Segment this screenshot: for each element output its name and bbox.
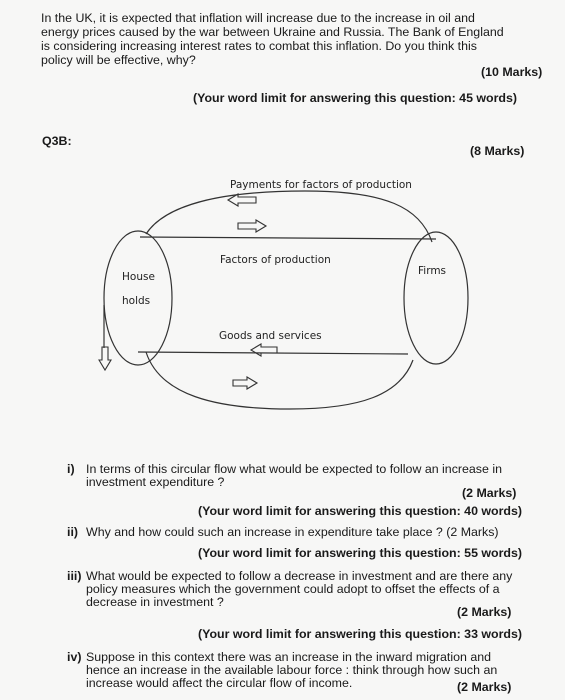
question-i-word-limit: (Your word limit for answering this question: 40 words) xyxy=(198,504,523,518)
question-iv-marks: (2 Marks) xyxy=(457,680,512,694)
upper-flow-line xyxy=(140,237,436,239)
question-ii-word-limit: (Your word limit for answering this question: 55 words) xyxy=(198,546,523,560)
question-iii-marks: (2 Marks) xyxy=(457,605,512,619)
question-i-number: i) xyxy=(67,462,75,476)
q3b-marks: (8 Marks) xyxy=(470,144,525,158)
lower-flow-loop xyxy=(146,352,413,409)
households-label-1: House xyxy=(122,271,155,283)
question-iii-number: iii) xyxy=(67,569,82,583)
question-iii-line-2: policy measures which the government could adopt to offset the effects of a xyxy=(86,582,500,596)
arrow-down-icon xyxy=(99,347,111,370)
intro-word-limit: (Your word limit for answering this question: 45 words) xyxy=(193,91,518,105)
intro-line-1: In the UK, it is expected that inflation will increase due to the increase in oil and xyxy=(41,11,475,25)
question-iii-word-limit: (Your word limit for answering this question: 33 words) xyxy=(198,627,523,641)
question-iv-number: iv) xyxy=(67,650,82,664)
goods-label: Goods and services xyxy=(219,330,322,342)
question-i-marks: (2 Marks) xyxy=(462,486,517,500)
arrow-left-icon xyxy=(251,344,277,356)
question-iv-line-3: increase would affect the circular flow of income. xyxy=(86,676,353,690)
firms-circle xyxy=(404,232,468,364)
arrow-right-icon xyxy=(233,377,257,389)
households-label-2: holds xyxy=(122,295,151,307)
arrow-right-icon xyxy=(238,220,266,232)
question-i-line-2: investment expenditure ? xyxy=(86,475,225,489)
question-iii-line-1: What would be expected to follow a decrease in investment and are there any xyxy=(86,569,513,583)
question-ii-number: ii) xyxy=(67,525,79,539)
intro-line-4: policy will be effective, why? xyxy=(41,53,196,67)
intro-line-2: energy prices caused by the war between Ukraine and Russia. The Bank of England xyxy=(41,25,504,39)
question-iii-line-3: decrease in investment ? xyxy=(86,595,224,609)
firms-label: Firms xyxy=(418,265,447,277)
question-ii-line-1: Why and how could such an increase in expenditure take place ? (2 Marks) xyxy=(86,525,499,539)
question-i-line-1: In terms of this circular flow what would be expected to follow an increase in xyxy=(86,462,502,476)
q3b-label: Q3B: xyxy=(42,134,72,148)
question-iv-line-1: Suppose in this context there was an increase in the inward migration and xyxy=(86,650,491,664)
intro-line-3: is considering increasing interest rates to combat this inflation. Do you think this xyxy=(41,39,477,53)
upper-flow-loop xyxy=(146,191,432,242)
factors-label: Factors of production xyxy=(220,254,331,266)
intro-marks: (10 Marks) xyxy=(481,65,543,79)
payments-label: Payments for factors of production xyxy=(230,179,412,191)
question-iv-line-2: hence an increase in the available labour force : think through how such an xyxy=(86,663,498,677)
